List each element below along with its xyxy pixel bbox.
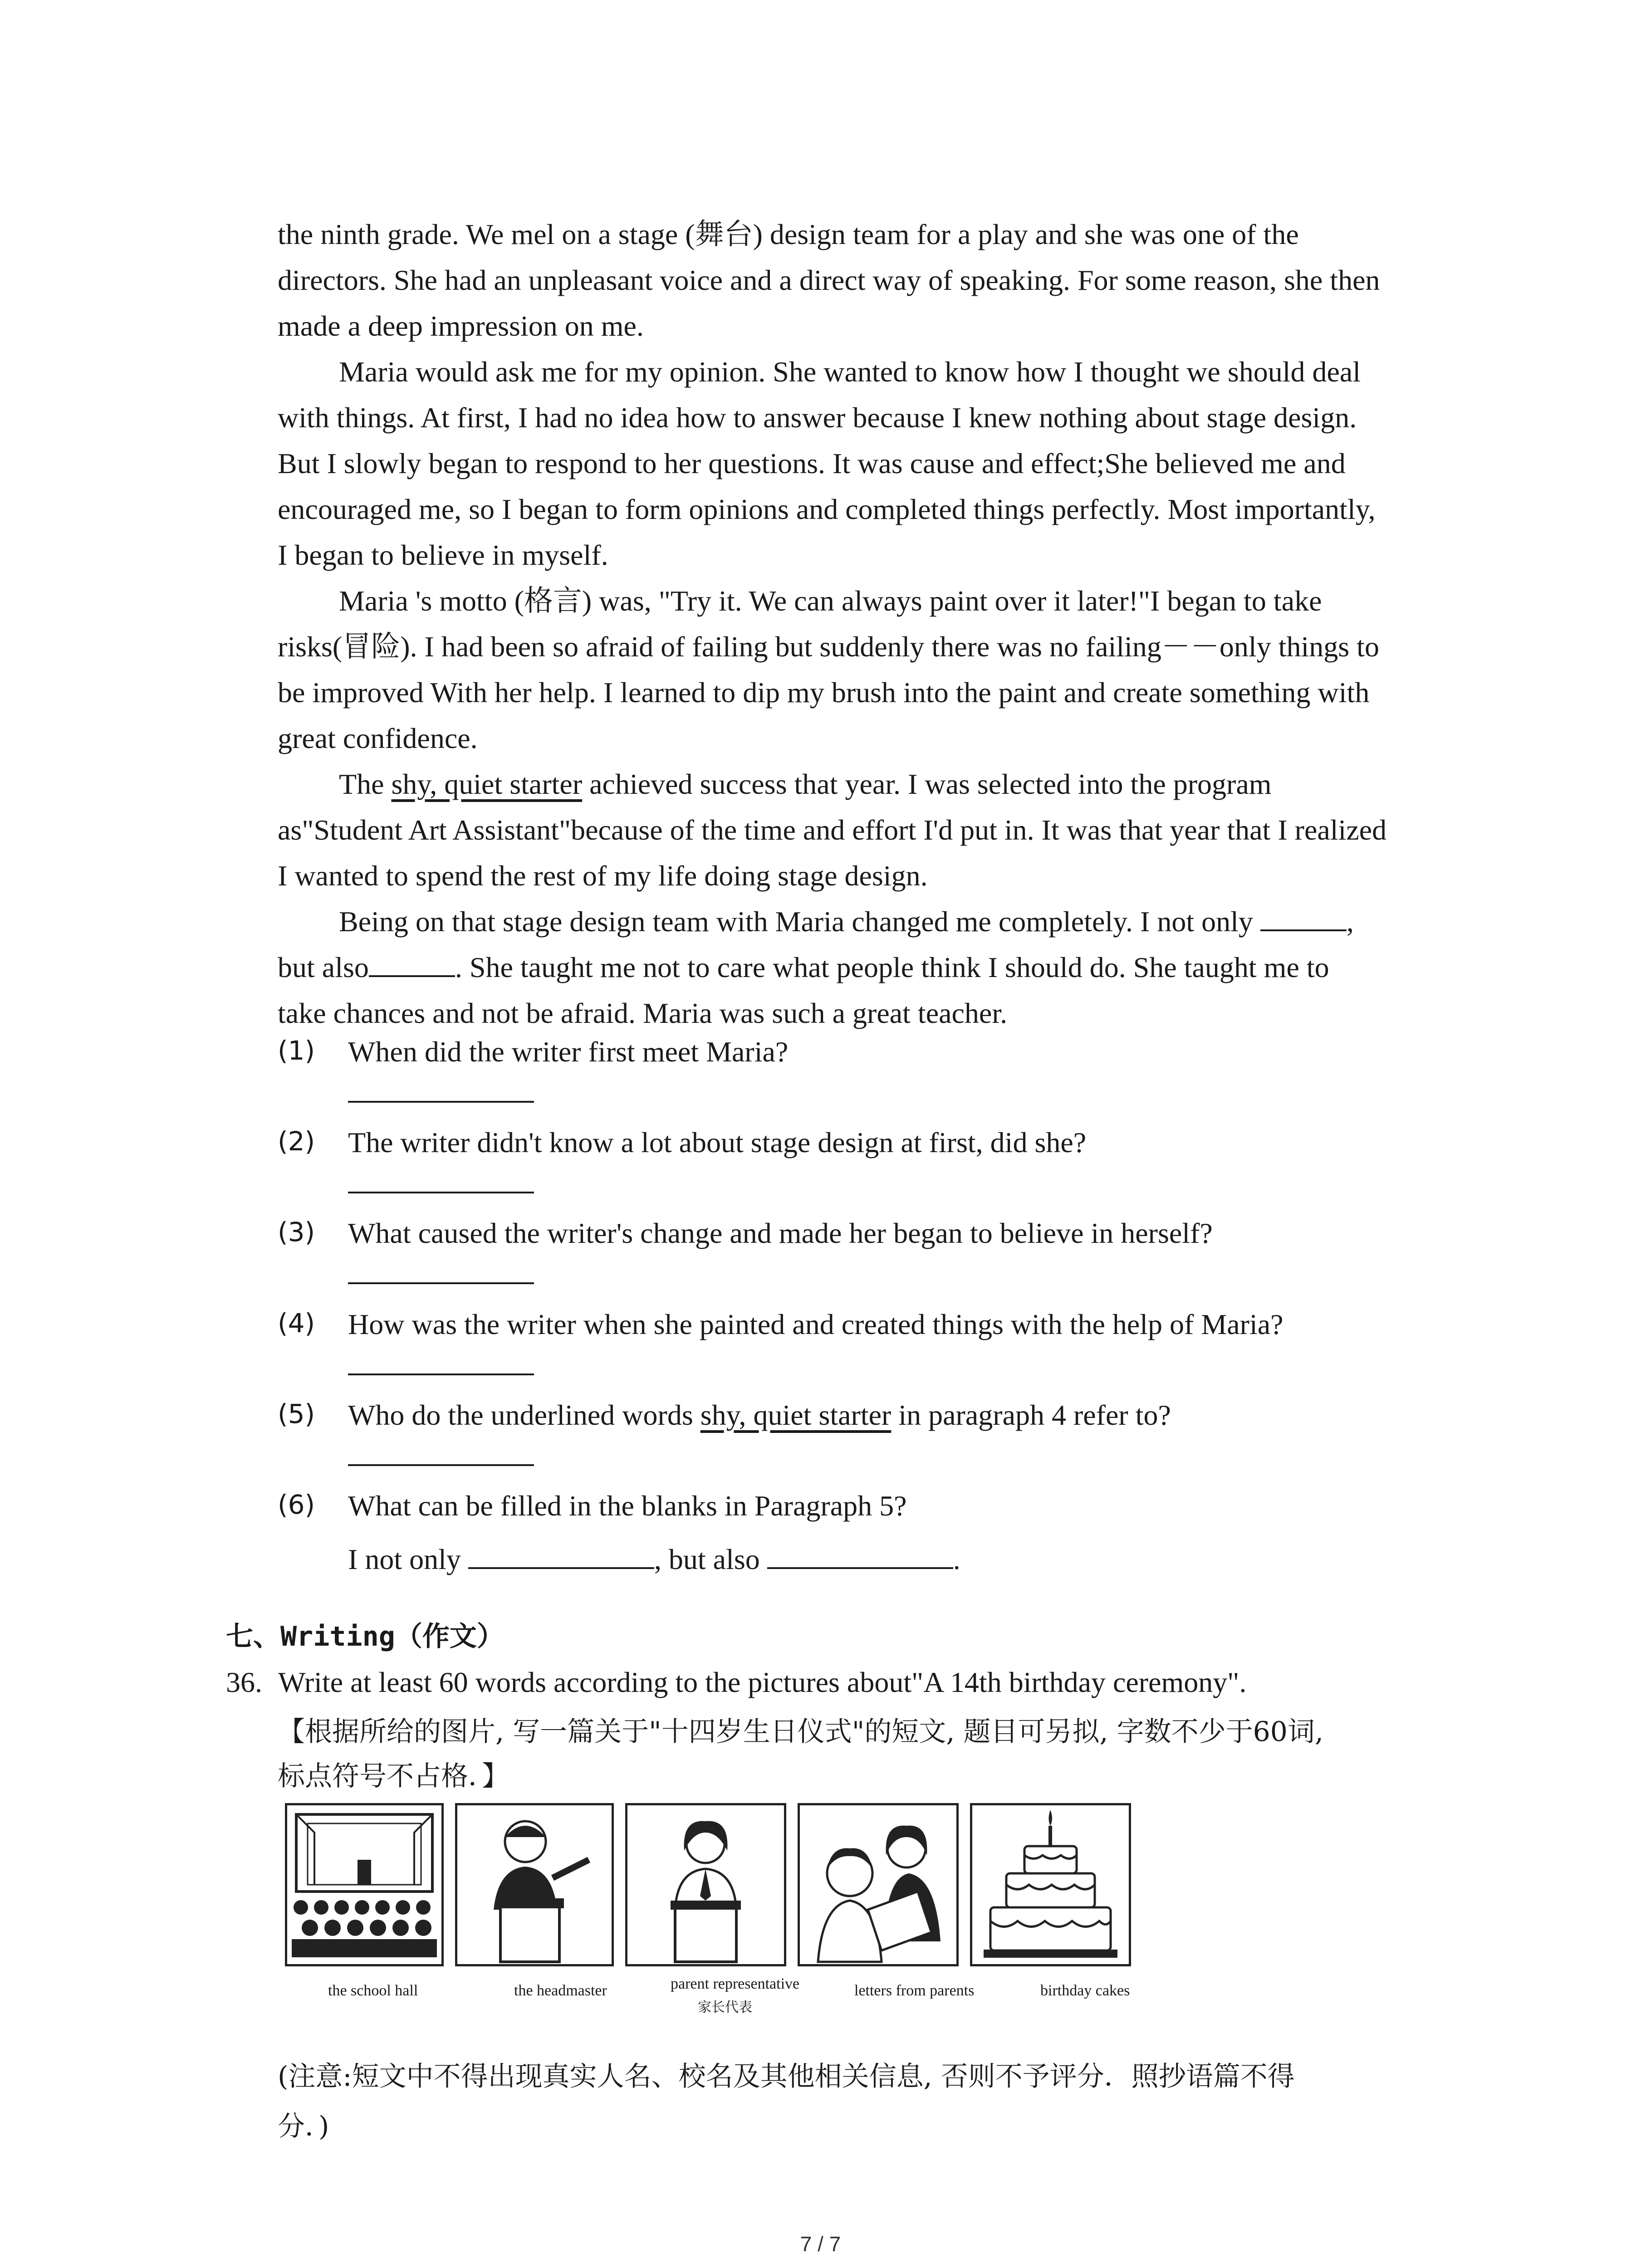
fill-blank[interactable]: [1260, 902, 1347, 931]
passage-line: risks(冒险). I had been so afraid of failing but suddenly there was no failing－－only things to: [278, 631, 1379, 663]
answer-line[interactable]: [348, 1464, 534, 1466]
passage-line: directors. She had an unpleasant voice and a direct way of speaking. For some reason, she then: [278, 264, 1380, 296]
underlined-phrase: shy, quiet starter: [391, 768, 583, 800]
passage-line: take chances and not be afraid. Maria was such a great teacher.: [278, 997, 1008, 1029]
passage-line: great confidence.: [278, 722, 478, 754]
answer-sentence: [348, 1540, 960, 1576]
headmaster-icon: [455, 1803, 614, 1966]
passage-line: with things. At first, I had no idea how to answer because I knew nothing about stage design.: [278, 401, 1357, 434]
task-text: Write at least 60 words according to the pictures about"A 14th birthday ceremony".: [278, 1666, 1247, 1698]
parent-representative-icon: [625, 1803, 786, 1966]
task-instruction-cn: 【根据所给的图片, 写一篇关于"十四岁生日仪式"的短文, 题目可另拟, 字数不少于60词,: [278, 1716, 1324, 1748]
passage-line: be improved With her help. I learned to dip my brush into the paint and create something with: [278, 676, 1370, 709]
answer-line[interactable]: [348, 1192, 534, 1193]
answer-text: I not only: [348, 1543, 468, 1575]
question-text: [348, 1398, 1171, 1432]
task-instruction-cn: 标点符号不占格．】: [278, 1760, 509, 1792]
question-number: (1): [278, 1035, 315, 1066]
passage-line: I began to believe in myself.: [278, 539, 608, 571]
passage-line: [278, 899, 1457, 944]
passage-line: Maria would ask me for my opinion. She wanted to know how I thought we should deal: [339, 356, 1361, 388]
question-text-part: Who do the underlined words: [348, 1399, 700, 1431]
question-number: (5): [278, 1398, 315, 1429]
section-title: 七、Writing（作文）: [226, 1621, 504, 1652]
passage-line: [278, 761, 1457, 807]
answer-text: , but also: [654, 1543, 767, 1575]
question-text-part: in paragraph 4 refer to?: [891, 1399, 1171, 1431]
page-number: 7 / 7: [800, 2232, 841, 2256]
birthday-cake-icon: [970, 1803, 1131, 1966]
picture-caption: parent representative: [671, 1975, 800, 1992]
passage-line: Maria 's motto (格言) was, "Try it. We can always paint over it later!"I began to take: [339, 585, 1322, 617]
picture-strip: [285, 1803, 1201, 2021]
passage-text: The: [339, 768, 392, 800]
passage-line: as"Student Art Assistant"because of the time and effort I'd put in. It was that year that I realized: [278, 814, 1387, 846]
question-text: When did the writer first meet Maria?: [348, 1036, 789, 1068]
picture-caption-cn: 家长代表: [698, 1999, 752, 2015]
passage-text: but also: [278, 951, 369, 983]
picture-caption: birthday cakes: [1040, 1982, 1130, 1999]
writing-task: [226, 1666, 1246, 1699]
answer-line[interactable]: [348, 1374, 534, 1375]
reading-passage: [278, 211, 1457, 1036]
passage-text: ,: [1346, 905, 1354, 938]
question-number: (6): [278, 1489, 315, 1520]
note-line: (注意:短文中不得出现真实人名、校名及其他相关信息, 否则不予评分．照抄语篇不得: [278, 2061, 1295, 2092]
answer-line[interactable]: [348, 1282, 534, 1284]
task-number: 36.: [226, 1666, 262, 1698]
question-number: (2): [278, 1126, 315, 1157]
passage-line: But I slowly began to respond to her questions. It was cause and effect;She believed me and: [278, 447, 1346, 479]
question-text: How was the writer when she painted and created things with the help of Maria?: [348, 1308, 1283, 1340]
answer-line[interactable]: [348, 1101, 534, 1103]
question-text: The writer didn't know a lot about stage design at first, did she?: [348, 1126, 1087, 1158]
answer-text: .: [953, 1543, 960, 1575]
fill-blank[interactable]: [369, 948, 455, 977]
picture-caption: letters from parents: [854, 1982, 975, 1999]
picture-caption: the headmaster: [514, 1982, 607, 1999]
fill-blank[interactable]: [767, 1540, 953, 1569]
picture-caption: the school hall: [328, 1982, 418, 1999]
note-line: 分．): [278, 2111, 329, 2142]
fill-blank[interactable]: [468, 1540, 654, 1569]
question-text: What can be filled in the blanks in Paragraph 5?: [348, 1490, 907, 1522]
passage-line: made a deep impression on me.: [278, 310, 644, 342]
question-number: (4): [278, 1308, 315, 1339]
question-text: What caused the writer's change and made her began to believe in herself?: [348, 1217, 1213, 1249]
question-number: (3): [278, 1217, 315, 1247]
underlined-phrase: shy, quiet starter: [700, 1399, 892, 1431]
passage-line: I wanted to spend the rest of my life doing stage design.: [278, 860, 928, 892]
passage-line: [278, 944, 1457, 990]
passage-text: . She taught me not to care what people think I should do. She taught me to: [455, 951, 1329, 983]
passage-line: encouraged me, so I began to form opinions and completed things perfectly. Most importantly,: [278, 493, 1376, 525]
school-hall-icon: [285, 1803, 444, 1966]
letters-icon: [798, 1803, 959, 1966]
passage-text: Being on that stage design team with Maria changed me completely. I not only: [339, 905, 1260, 938]
passage-text: achieved success that year. I was selected into the program: [582, 768, 1272, 800]
passage-line: the ninth grade. We mel on a stage (舞台) design team for a play and she was one of the: [278, 218, 1299, 250]
